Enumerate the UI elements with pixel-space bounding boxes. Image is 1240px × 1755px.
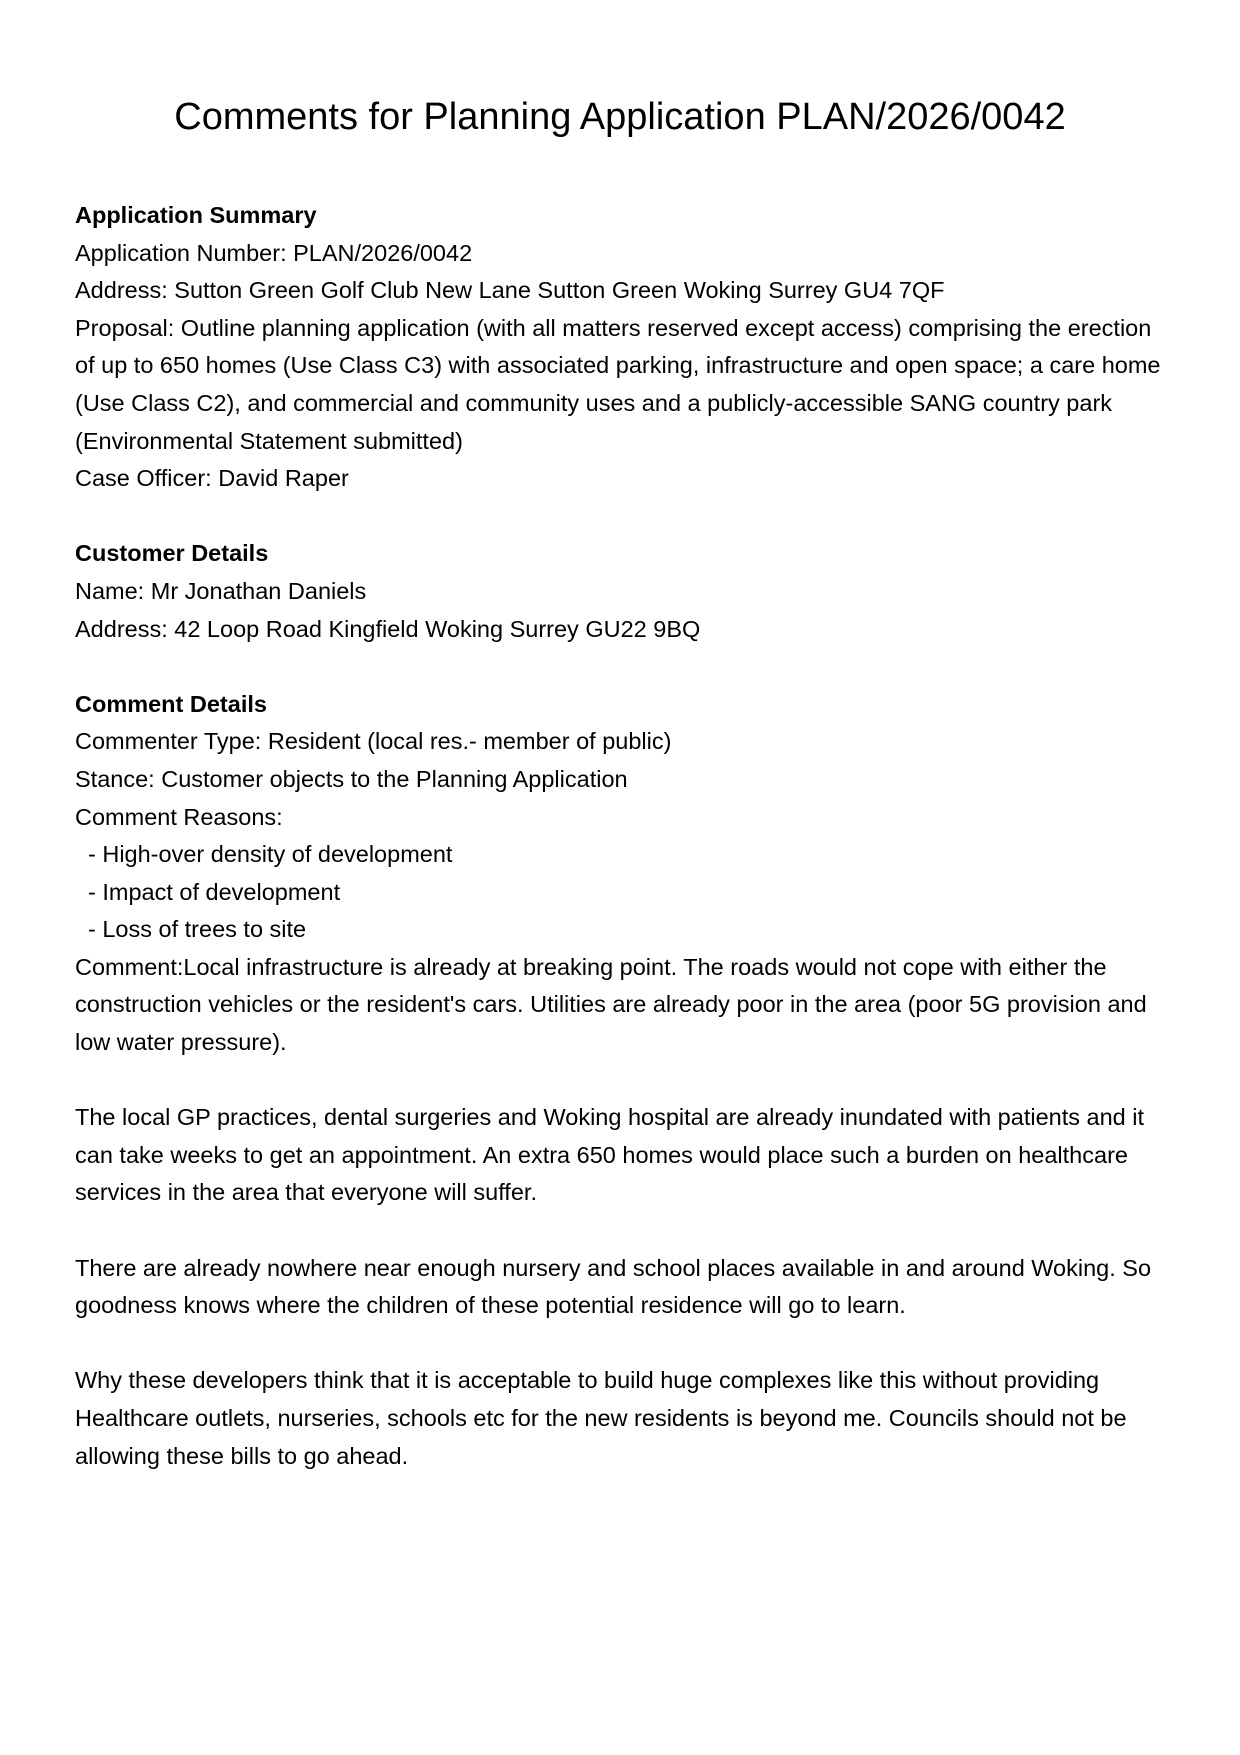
application-address: Address: Sutton Green Golf Club New Lane Sutton Green Woking Surrey GU4 7QF [75, 277, 945, 304]
paragraph-spacer [75, 1062, 1175, 1100]
paragraph-spacer [75, 1212, 1175, 1250]
customer-details-section [75, 535, 1175, 648]
comment-paragraph: Comment:Local infrastructure is already at breaking point. The roads would not cope with either the construction vehicles or the resident's cars. Utilities are already poor in the area (poor 5G provision and low water pressure). [75, 953, 1147, 1056]
case-officer: Case Officer: David Raper [75, 465, 349, 492]
section-spacer [75, 498, 1175, 536]
comment-reason-item: - High-over density of development [88, 841, 453, 868]
section-spacer [75, 648, 1175, 686]
document-body [75, 197, 1175, 1475]
customer-name: Name: Mr Jonathan Daniels [75, 577, 367, 604]
comment-reason-item: - Impact of development [88, 878, 341, 905]
commenter-type: Commenter Type: Resident (local res.- member of public) [75, 728, 672, 755]
customer-details-heading: Customer Details [75, 540, 269, 567]
paragraph-spacer [75, 1325, 1175, 1363]
comment-reasons-label: Comment Reasons: [75, 803, 283, 830]
comment-details-heading: Comment Details [75, 690, 267, 717]
customer-address: Address: 42 Loop Road Kingfield Woking Surrey GU22 9BQ [75, 615, 701, 642]
application-summary-section [75, 197, 1175, 498]
page-title: Comments for Planning Application PLAN/2026/0042 [174, 96, 1066, 138]
comment-reason-item: - Loss of trees to site [88, 916, 307, 943]
application-number: Application Number: PLAN/2026/0042 [75, 239, 473, 266]
comment-details-section [75, 686, 1175, 1475]
comment-paragraph: There are already nowhere near enough nursery and school places available in and around Woking. So goodness knows where the children of these potential residence will go to learn. [75, 1254, 1152, 1319]
comment-paragraph: The local GP practices, dental surgeries and Woking hospital are already inundated with patients and it can take weeks to get an appointment. An extra 650 homes would place such a burden on healthcare services in the area that everyone will suffer. [75, 1104, 1145, 1206]
stance: Stance: Customer objects to the Planning Application [75, 765, 628, 792]
application-summary-heading: Application Summary [75, 202, 317, 228]
application-proposal: Proposal: Outline planning application (with all matters reserved except access) comprising the erection of up to 650 homes (Use Class C3) with associated parking, infrastructure and open space; a care home (Use Class C2), and commercial and community uses and a publicly-accessible SANG country park (Environmental Statement submitted) [75, 314, 1161, 454]
comment-paragraph: Why these developers think that it is acceptable to build huge complexes like this without providing Healthcare outlets, nurseries, schools etc for the new residents is beyond me. Councils should not be allowing these bills to go ahead. [75, 1367, 1127, 1469]
